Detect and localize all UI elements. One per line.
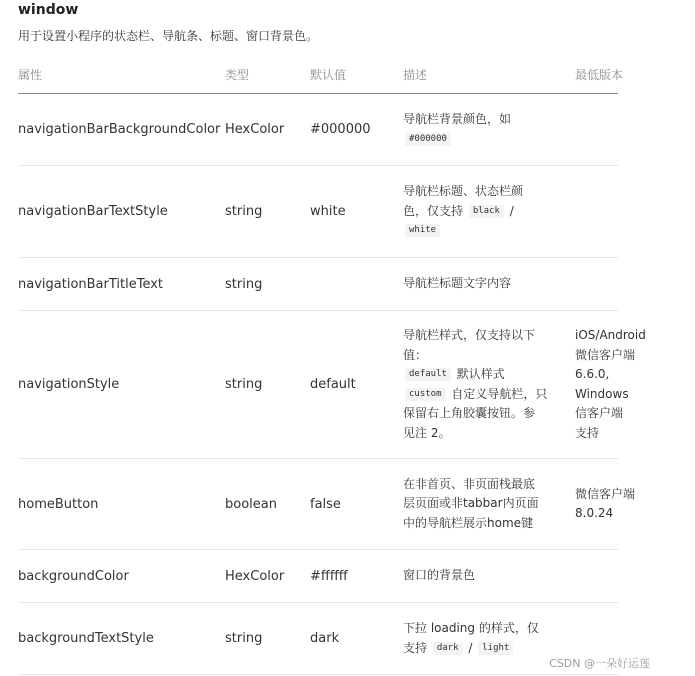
desc-text: 默认样式 [456, 367, 505, 381]
code-value: default [405, 368, 451, 381]
min-version-line: 支持 [575, 425, 600, 440]
desc-text: 色，仅支持 [403, 203, 464, 218]
table-row [18, 258, 618, 311]
property-min-version [575, 550, 695, 602]
desc-text: 支持 [403, 640, 428, 655]
property-type: string [225, 204, 263, 219]
min-version-line: 8.0.24 [575, 506, 614, 520]
desc-text: 在非首页、非页面栈最底 [403, 476, 536, 491]
property-type: boolean [225, 496, 277, 512]
header-property: 属性 [18, 68, 43, 82]
property-description [403, 311, 548, 458]
property-type: HexColor [225, 568, 285, 584]
property-description [403, 603, 548, 674]
code-value: custom [405, 388, 446, 401]
property-type: string [225, 377, 263, 392]
desc-text: 导航栏样式，仅支持以下 [403, 328, 536, 342]
property-description [403, 166, 548, 257]
property-type: HexColor [225, 122, 285, 137]
property-min-version [575, 94, 695, 165]
property-min-version [575, 459, 695, 549]
min-version-line: 信客户端 [575, 406, 624, 420]
table-row [18, 311, 646, 459]
property-name: backgroundColor [18, 568, 129, 584]
desc-text: 自定义导航栏，只 [451, 386, 548, 401]
desc-text: 见注 2。 [403, 425, 451, 440]
property-name: homeButton [18, 496, 99, 512]
property-default: dark [310, 631, 340, 646]
property-description [403, 459, 548, 549]
table-header-row [18, 56, 624, 94]
min-version-line: 微信客户端 [575, 347, 636, 362]
watermark: CSDN @一朵好运莲 [549, 657, 650, 670]
min-version-line: Windows [575, 386, 629, 401]
property-description [403, 94, 548, 165]
property-name: navigationStyle [18, 377, 120, 392]
property-min-version [575, 311, 695, 458]
property-name: navigationBarTextStyle [18, 204, 168, 219]
desc-text: 导航栏标题、状态栏颜 [403, 184, 524, 199]
header-default: 默认值 [310, 68, 347, 82]
header-description: 描述 [403, 68, 428, 82]
desc-text: 保留右上角胶囊按钮。参 [403, 406, 536, 420]
property-default: white [310, 204, 346, 219]
property-type: string [225, 276, 263, 292]
property-type: string [225, 631, 263, 646]
desc-text: 窗口的背景色 [403, 568, 476, 583]
property-description [403, 550, 548, 602]
property-name: navigationBarBackgroundColor [18, 122, 221, 137]
desc-text: 下拉 loading 的样式，仅 [403, 621, 539, 635]
property-min-version [575, 166, 695, 257]
property-default: #ffffff [310, 568, 348, 584]
desc-text: 层页面或非tabbar内页面 [403, 496, 539, 511]
section-subtitle: 用于设置小程序的状态栏、导航条、标题、窗口背景色。 [18, 29, 319, 43]
desc-separator: / [509, 203, 514, 218]
property-default: false [310, 496, 341, 512]
code-value: white [405, 224, 440, 237]
table-row [18, 94, 618, 166]
table-row [18, 550, 618, 603]
desc-text: 值： [403, 347, 428, 362]
property-default: #000000 [310, 122, 371, 137]
desc-separator: / [468, 640, 473, 655]
min-version-line: 微信客户端 [575, 486, 636, 501]
header-type: 类型 [225, 68, 250, 82]
properties-table [18, 56, 646, 676]
code-value: light [478, 642, 513, 655]
property-default: default [310, 377, 356, 392]
desc-text: 导航栏背景颜色，如 [403, 112, 512, 126]
table-row [18, 459, 636, 550]
min-version-line: iOS/Android [575, 328, 646, 342]
min-version-line: 6.6.0, [575, 367, 610, 381]
property-name: backgroundTextStyle [18, 631, 154, 646]
section-title: window [18, 2, 79, 18]
property-description [403, 258, 548, 310]
code-value: black [469, 205, 504, 218]
code-value: #000000 [405, 133, 451, 146]
desc-text: 导航栏标题文字内容 [403, 276, 512, 291]
table-row [18, 166, 618, 258]
property-min-version [575, 258, 695, 310]
header-min-version: 最低版本 [575, 68, 624, 82]
code-value: dark [433, 642, 463, 655]
property-default [310, 258, 400, 310]
table-row [18, 603, 618, 675]
property-name: navigationBarTitleText [18, 276, 164, 292]
desc-text: 中的导航栏展示home键 [403, 515, 534, 530]
